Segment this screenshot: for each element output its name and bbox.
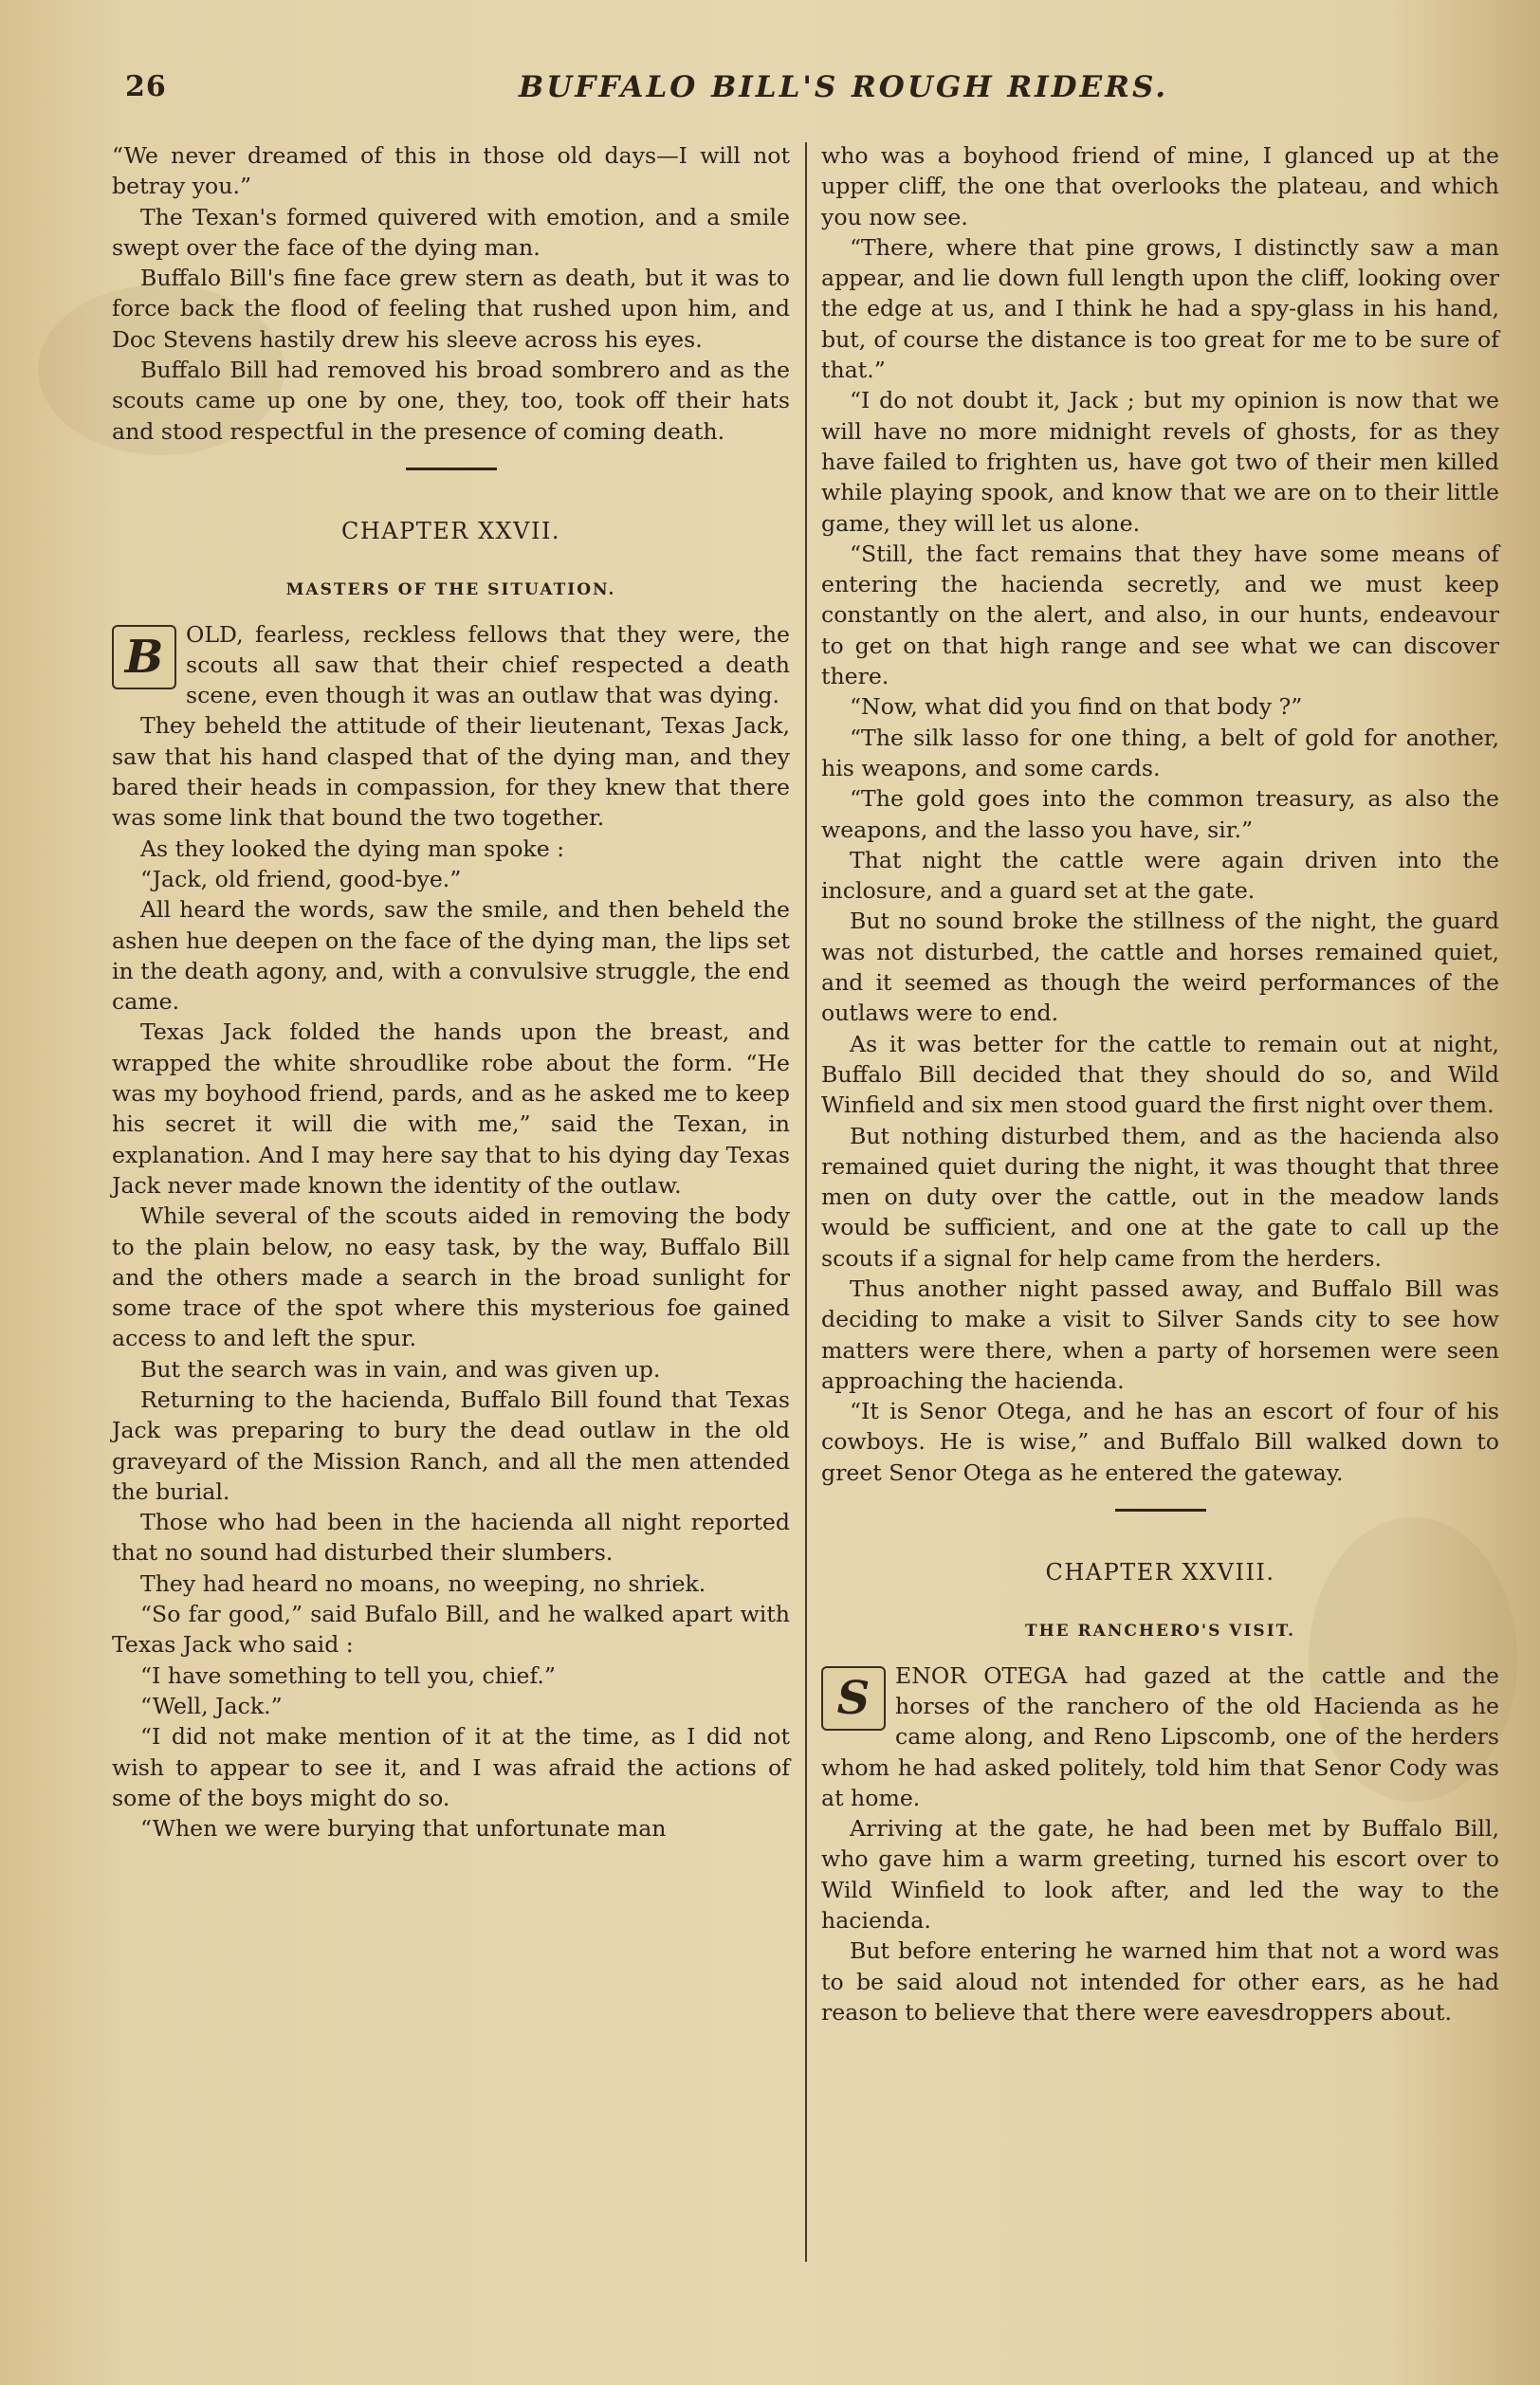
- chapter-subtitle: THE RANCHERO'S VISIT.: [1024, 1622, 1296, 1642]
- paragraph: Texas Jack folded the hands upon the breast, and wrapped the white shroudlike robe about the form. “He was my boyhood friend, pards, and as he asked me to keep his secret it will die with me,” said the Texan, in explanation. And I may here say that to his dying day Texas Jack never made known the identity of the outlaw.: [112, 1018, 790, 1199]
- paragraph: who was a boyhood friend of mine, I glanced up at the upper cliff, the one that overlooks the plateau, and which you now see.: [821, 142, 1499, 230]
- chapter-title: CHAPTER XXVII.: [340, 517, 561, 544]
- dropcap: S: [821, 1666, 886, 1731]
- paragraph: “So far good,” said Bufalo Bill, and he walked apart with Texas Jack who said :: [112, 1601, 790, 1659]
- opening-text: ENOR OTEGA had gazed at the cattle and the horses of the ranchero of the old Hacienda as he came along, and Reno Lipscomb, one of the herders whom he had asked politely, told him that Senor Cody was at home.: [821, 1661, 1499, 1811]
- page-number: 26: [125, 70, 167, 103]
- dropcap: B: [112, 625, 176, 689]
- paragraph: “Now, what did you find on that body ?”: [850, 693, 1303, 721]
- paragraph: But no sound broke the stillness of the night, the guard was not disturbed, the cattle and horses remained quiet, and it seemed as though the weird performances of the outlaws were to end.: [821, 908, 1499, 1027]
- right-column: [821, 140, 1499, 2027]
- paragraph: “Jack, old friend, good-bye.”: [140, 865, 462, 892]
- paragraph: They had heard no moans, no weeping, no shriek.: [140, 1569, 706, 1597]
- column-divider: [805, 142, 807, 2262]
- paragraph: But nothing disturbed them, and as the hacienda also remained quiet during the night, it was thought that three men on duty over the cattle, out in the meadow lands would be sufficient, and one at the gate to call up the scouts if a signal for help came from the herders.: [821, 1122, 1499, 1272]
- paragraph: But the search was in vain, and was given up.: [140, 1355, 661, 1383]
- paragraph: “Well, Jack.”: [140, 1692, 283, 1719]
- chapter-subtitle: MASTERS OF THE SITUATION.: [285, 580, 616, 600]
- paragraph: “I did not make mention of it at the time, as I did not wish to appear to see it, and I was afraid the actions of some of the boys might do so.: [112, 1723, 790, 1811]
- paragraph: “Still, the fact remains that they have some means of entering the hacienda secretly, and we must keep constantly on the alert, and also, in our hunts, endeavour to get on that high range and see what we can discover there.: [821, 540, 1499, 690]
- paragraph: Those who had been in the hacienda all night reported that no sound had disturbed their slumbers.: [112, 1509, 790, 1567]
- chapter-title: CHAPTER XXVIII.: [1045, 1559, 1275, 1587]
- paragraph: “The silk lasso for one thing, a belt of gold for another, his weapons, and some cards.: [821, 724, 1499, 781]
- chapter-opening-paragraph: [821, 1660, 1499, 1813]
- page-header: [125, 70, 1491, 127]
- paragraph: “When we were burying that unfortunate man: [140, 1815, 667, 1843]
- paragraph: They beheld the attitude of their lieutenant, Texas Jack, saw that his hand clasped that of the dying man, and they bared their heads in compassion, for they knew that there was some link that bound the two together.: [112, 712, 790, 832]
- paragraph: As they looked the dying man spoke :: [140, 835, 565, 862]
- paragraph: As it was better for the cattle to remain out at night, Buffalo Bill decided that they should do so, and Wild Winfield and six men stood guard the first night over them.: [821, 1030, 1499, 1119]
- paragraph: “I have something to tell you, chief.”: [140, 1661, 556, 1689]
- paragraph: “We never dreamed of this in those old days—I will not betray you.”: [112, 142, 790, 200]
- paragraph: “There, where that pine grows, I distinctly saw a man appear, and lie down full length upon the cliff, looking over the edge at us, and I think he had a spy-glass in his hand, but, of course the distance is too great for me to be sure of that.”: [821, 233, 1499, 384]
- paragraph: “The gold goes into the common treasury, as also the weapons, and the lasso you have, sir.”: [821, 785, 1499, 843]
- paragraph: All heard the words, saw the smile, and then beheld the ashen hue deepen on the face of the dying man, the lips set in the death agony, and, with a convulsive struggle, the end came.: [112, 896, 790, 1016]
- paragraph: The Texan's formed quivered with emotion, and a smile swept over the face of the dying man.: [112, 203, 790, 261]
- paragraph: That night the cattle were again driven into the inclosure, and a guard set at the gate.: [821, 846, 1499, 905]
- chapter-opening-paragraph: [112, 619, 790, 711]
- paragraph: Returning to the hacienda, Buffalo Bill found that Texas Jack was preparing to bury the dead outlaw in the old graveyard of the Mission Ranch, and all the men attended the burial.: [112, 1385, 790, 1505]
- paragraph: “I do not doubt it, Jack ; but my opinion is now that we will have no more midnight revels of ghosts, for as they have failed to frighten us, have got two of their men killed while playing spook, and know that we are on to their little game, they will let us alone.: [821, 387, 1499, 537]
- paragraph: “It is Senor Otega, and he has an escort of four of his cowboys. He is wise,” and Buffalo Bill walked down to greet Senor Otega as he entered the gateway.: [821, 1398, 1499, 1486]
- paragraph: But before entering he warned him that not a word was to be said aloud not intended for other ears, as he had reason to believe that there were eavesdroppers about.: [821, 1937, 1499, 2026]
- opening-text: OLD, fearless, reckless fellows that they were, the scouts all saw that their chief respected a death scene, even though it was an outlaw that was dying.: [186, 620, 790, 709]
- section-separator: [406, 468, 497, 470]
- paragraph: Buffalo Bill had removed his broad sombrero and as the scouts came up one by one, they, too, took off their hats and stood respectful in the presence of coming death.: [112, 357, 790, 445]
- paragraph: While several of the scouts aided in removing the body to the plain below, no easy task, by the way, Buffalo Bill and the others made a search in the broad sunlight for some trace of the spot where this mysterious foe gained access to and left the spur.: [112, 1202, 790, 1352]
- running-title: BUFFALO BILL'S ROUGH RIDERS.: [519, 70, 1169, 104]
- left-column: [112, 140, 790, 1844]
- paragraph: Thus another night passed away, and Buffalo Bill was deciding to make a visit to Silver Sands city to see how matters were there, when a party of horsemen were seen approaching the hacienda.: [821, 1275, 1499, 1394]
- paragraph: Buffalo Bill's fine face grew stern as death, but it was to force back the flood of feeling that rushed upon him, and Doc Stevens hastily drew his sleeve across his eyes.: [112, 265, 790, 353]
- section-separator: [1115, 1509, 1206, 1512]
- paragraph: Arriving at the gate, he had been met by Buffalo Bill, who gave him a warm greeting, turned his escort over to Wild Winfield to look after, and led the way to the hacienda.: [821, 1815, 1499, 1935]
